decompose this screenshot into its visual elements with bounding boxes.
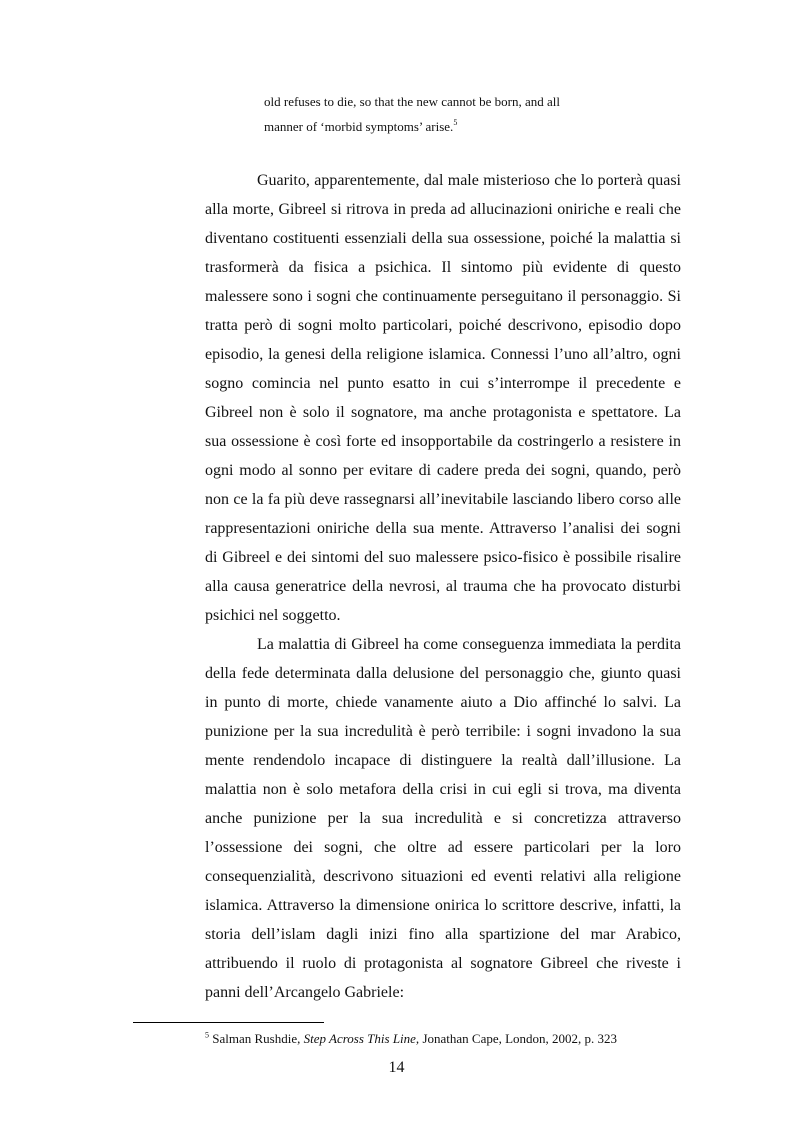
paragraph-line: psichici nel soggetto. (205, 607, 341, 624)
paragraph-line: attribuendo il ruolo di protagonista al sognatore Gibreel che riveste i (205, 955, 681, 972)
paragraph-line: rappresentazioni oniriche della sua mente. Attraverso l’analisi dei sogni (205, 520, 681, 537)
paragraph-line: episodio, la genesi della religione islamica. Connessi l’uno all’altro, ogni (205, 346, 681, 363)
paragraph-line: mente rendendolo incapace di distinguere la realtà dall’illusione. La (205, 752, 681, 769)
paragraph-line: trasformerà da fisica a psichica. Il sintomo più evidente di questo (205, 259, 681, 276)
footnote-separator (133, 1022, 324, 1023)
paragraph-line: diventano costituenti essenziali della sua ossessione, poiché la malattia si (205, 230, 681, 247)
footnote (205, 1030, 617, 1048)
paragraph-line: malattia non è solo metafora della crisi in cui egli si trova, ma diventa (205, 781, 681, 798)
paragraph-line: panni dell’Arcangelo Gabriele: (205, 984, 405, 1001)
paragraph-line: sua ossessione è così forte ed insopportabile da costringerlo a resistere in (205, 433, 681, 450)
paragraph-line: alla morte, Gibreel si ritrova in preda ad allucinazioni oniriche e reali che (205, 201, 681, 218)
paragraph-line: non ce la fa più deve rassegnarsi all’inevitabile lasciando libero corso alle (205, 491, 681, 508)
footnote-publication: Jonathan Cape, London, 2002, p. 323 (419, 1031, 618, 1046)
block-quote-line: old refuses to die, so that the new cannot be born, and all (264, 94, 561, 109)
paragraph-line: Guarito, apparentemente, dal male misterioso che lo porterà quasi (257, 172, 681, 189)
footnote-number: 5 (205, 1030, 209, 1040)
paragraph-line: islamica. Attraverso la dimensione onirica lo scrittore descrive, infatti, la (205, 897, 681, 914)
footnote-author: Salman Rushdie, (212, 1031, 304, 1046)
paragraph-line: storia dell’islam dagli inizi fino alla spartizione del mar Arabico, (205, 926, 681, 943)
paragraph-line: alla causa generatrice della nevrosi, al trauma che ha provocato disturbi (205, 578, 681, 595)
paragraph-line: l’ossessione dei sogni, che oltre ad essere particolari per la loro (205, 839, 681, 856)
paragraph-line: malessere sono i sogni che continuamente perseguitano il personaggio. Si (205, 288, 681, 305)
paragraph-line: La malattia di Gibreel ha come conseguenza immediata la perdita (257, 636, 681, 653)
paragraph-line: della fede determinata dalla delusione del personaggio che, giunto quasi (205, 665, 681, 682)
paragraph-line: consequenzialità, descrivono situazioni ed eventi relativi alla religione (205, 868, 681, 885)
paragraph-line: Gibreel non è solo il sognatore, ma anche protagonista e spettatore. La (205, 404, 681, 421)
page-number: 14 (388, 1059, 405, 1076)
paragraph-line: sogno comincia nel punto esatto in cui s’interrompe il precedente e (205, 375, 681, 392)
footnote-reference[interactable]: 5 (453, 117, 458, 127)
paragraph-line: ogni modo al sonno per evitare di cadere preda dei sogni, quando, però (205, 462, 681, 479)
paragraph-line: tratta però di sogni molto particolari, poiché descrivono, episodio dopo (205, 317, 681, 334)
footnote-title: Step Across This Line, (303, 1031, 420, 1046)
paragraph-line: in punto di morte, chiede vanamente aiuto a Dio affinché lo salvi. La (205, 694, 681, 711)
block-quote-line: manner of ‘morbid symptoms’ arise.$^5$ (264, 117, 458, 134)
paragraph-line: di Gibreel e dei sintomi del suo malessere psico-fisico è possibile risalire (205, 549, 681, 566)
paragraph-line: anche punizione per la sua incredulità e si concretizza attraverso (205, 810, 681, 827)
paragraph-line: punizione per la sua incredulità è però terribile: i sogni invadono la sua (205, 723, 681, 740)
